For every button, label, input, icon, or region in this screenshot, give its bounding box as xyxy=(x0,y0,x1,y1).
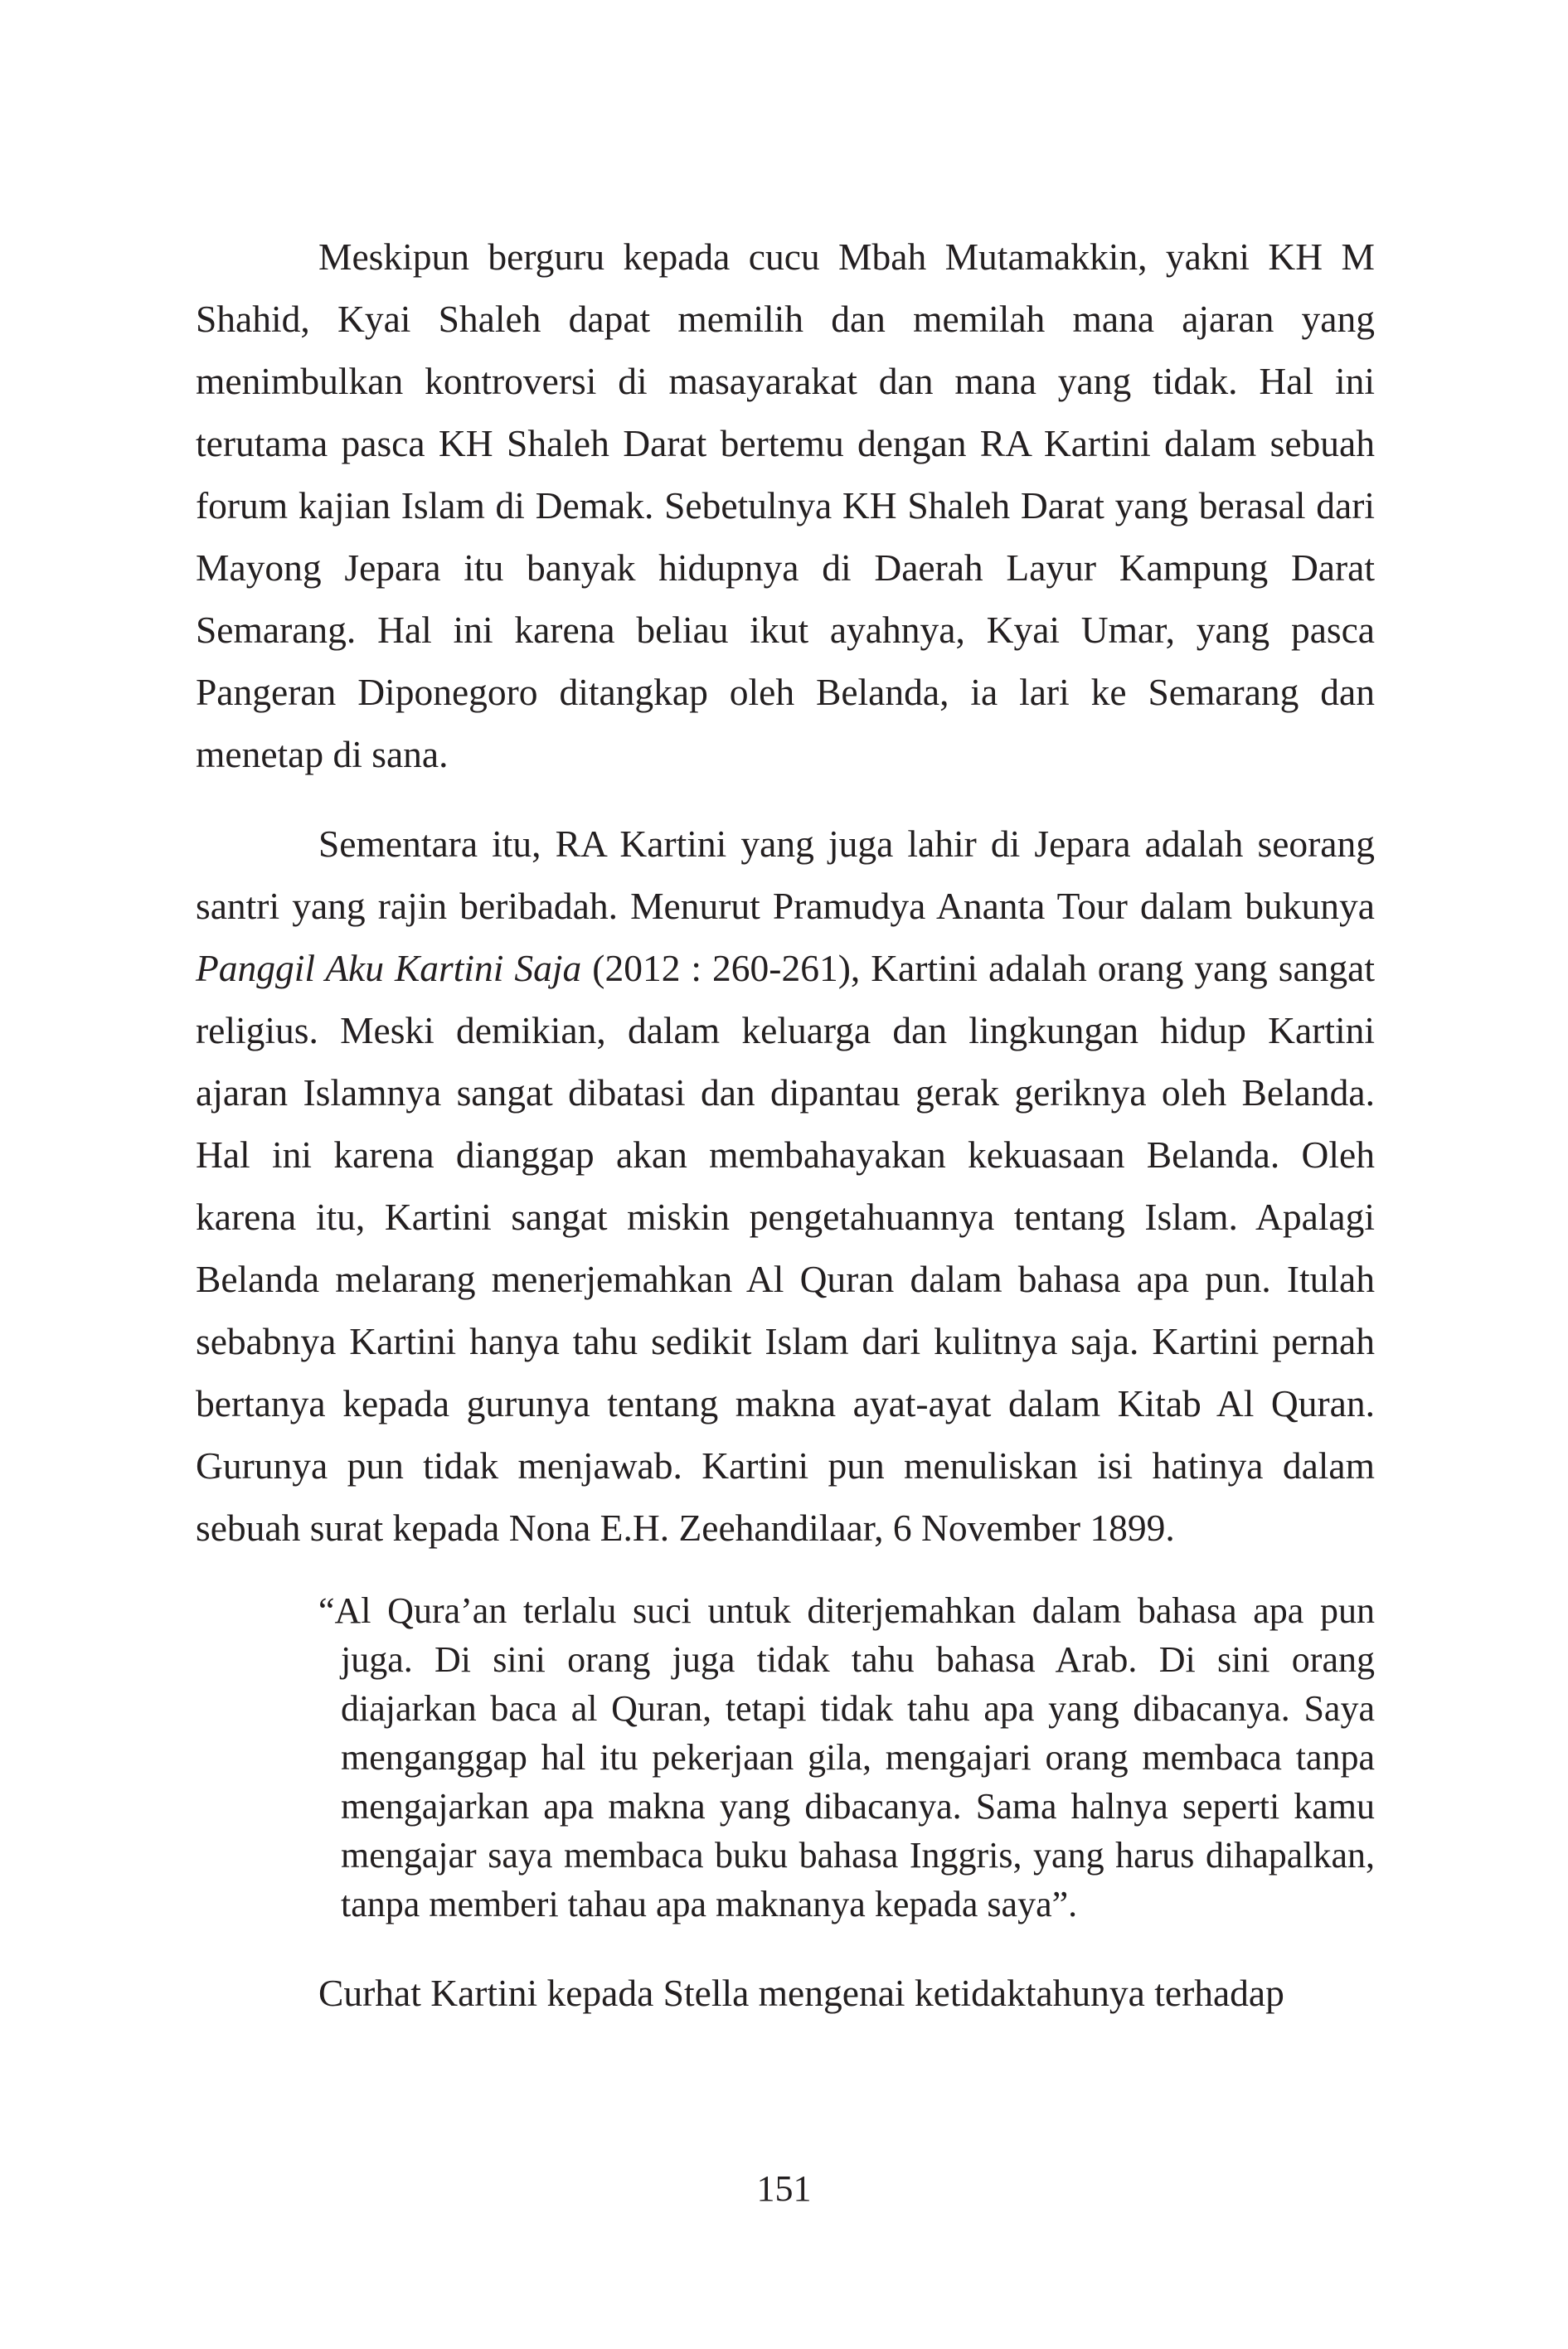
paragraph-1: Meskipun berguru kepada cucu Mbah Mutamakkin, yakni KH M Shahid, Kyai Shaleh dapat memilih dan memilah mana ajaran yang menimbulkan kontroversi di masayarakat dan mana yang tidak. Hal ini terutama pasca KH Shaleh Darat bertemu dengan RA Kartini dalam sebuah forum kajian Islam di Demak. Sebetulnya KH Shaleh Darat yang berasal dari Mayong Jepara itu banyak hidupnya di Daerah Layur Kampung Darat Semarang. Hal ini karena beliau ikut ayahnya, Kyai Umar, yang pasca Pangeran Diponegoro ditangkap oleh Belanda, ia lari ke Semarang dan menetap di sana. xyxy=(196,235,1375,775)
paragraph-2-text-end: (2012 : 260-261), Kartini adalah orang yang sangat religius. Meski demikian, dalam keluarga dan lingkungan hidup Kartini ajaran Islamnya sangat dibatasi dan dipantau gerak geriknya oleh Belanda. Hal ini karena dianggap akan membahayakan kekuasaan Belanda. Oleh karena itu, Kartini sangat miskin pengetahuannya tentang Islam. Apalagi Belanda melarang menerjemahkan Al Quran dalam bahasa apa pun. Itulah sebabnya Kartini hanya tahu sedikit Islam dari kulitnya saja. Kartini pernah bertanya kepada gurunya tentang makna ayat-ayat dalam Kitab Al Quran. Gurunya pun tidak menjawab. Kartini pun menuliskan isi hatinya dalam sebuah surat kepada Nona E.H. Zeehandilaar, 6 November 1899. xyxy=(196,947,1376,1549)
paragraph-3: Curhat Kartini kepada Stella mengenai ketidaktahunya terhadap xyxy=(318,1972,1284,2014)
book-title: Panggil Aku Kartini Saja xyxy=(196,947,582,989)
page-number: 151 xyxy=(756,2168,812,2209)
block-quote: “Al Qura’an terlalu suci untuk diterjemahkan dalam bahasa apa pun juga. Di sini orang juga tidak tahu bahasa Arab. Di sini orang diajarkan baca al Quran, tetapi tidak tahu apa yang dibacanya. Saya menganggap hal itu pekerjaan gila, mengajari orang membaca tanpa mengajarkan apa makna yang dibacanya. Sama halnya seperti kamu mengajar saya membaca buku bahasa Inggris, yang harus dihapalkan, tanpa memberi tahau apa maknanya kepada saya”. xyxy=(318,1590,1375,1924)
paragraph-2-text-start: Sementara itu, RA Kartini yang juga lahir di Jepara adalah seorang santri yang rajin beribadah. Menurut Pramudya Ananta Tour dalam bukunya xyxy=(196,823,1375,927)
paragraph-2 xyxy=(196,813,1375,1559)
page-body xyxy=(196,226,1375,2024)
